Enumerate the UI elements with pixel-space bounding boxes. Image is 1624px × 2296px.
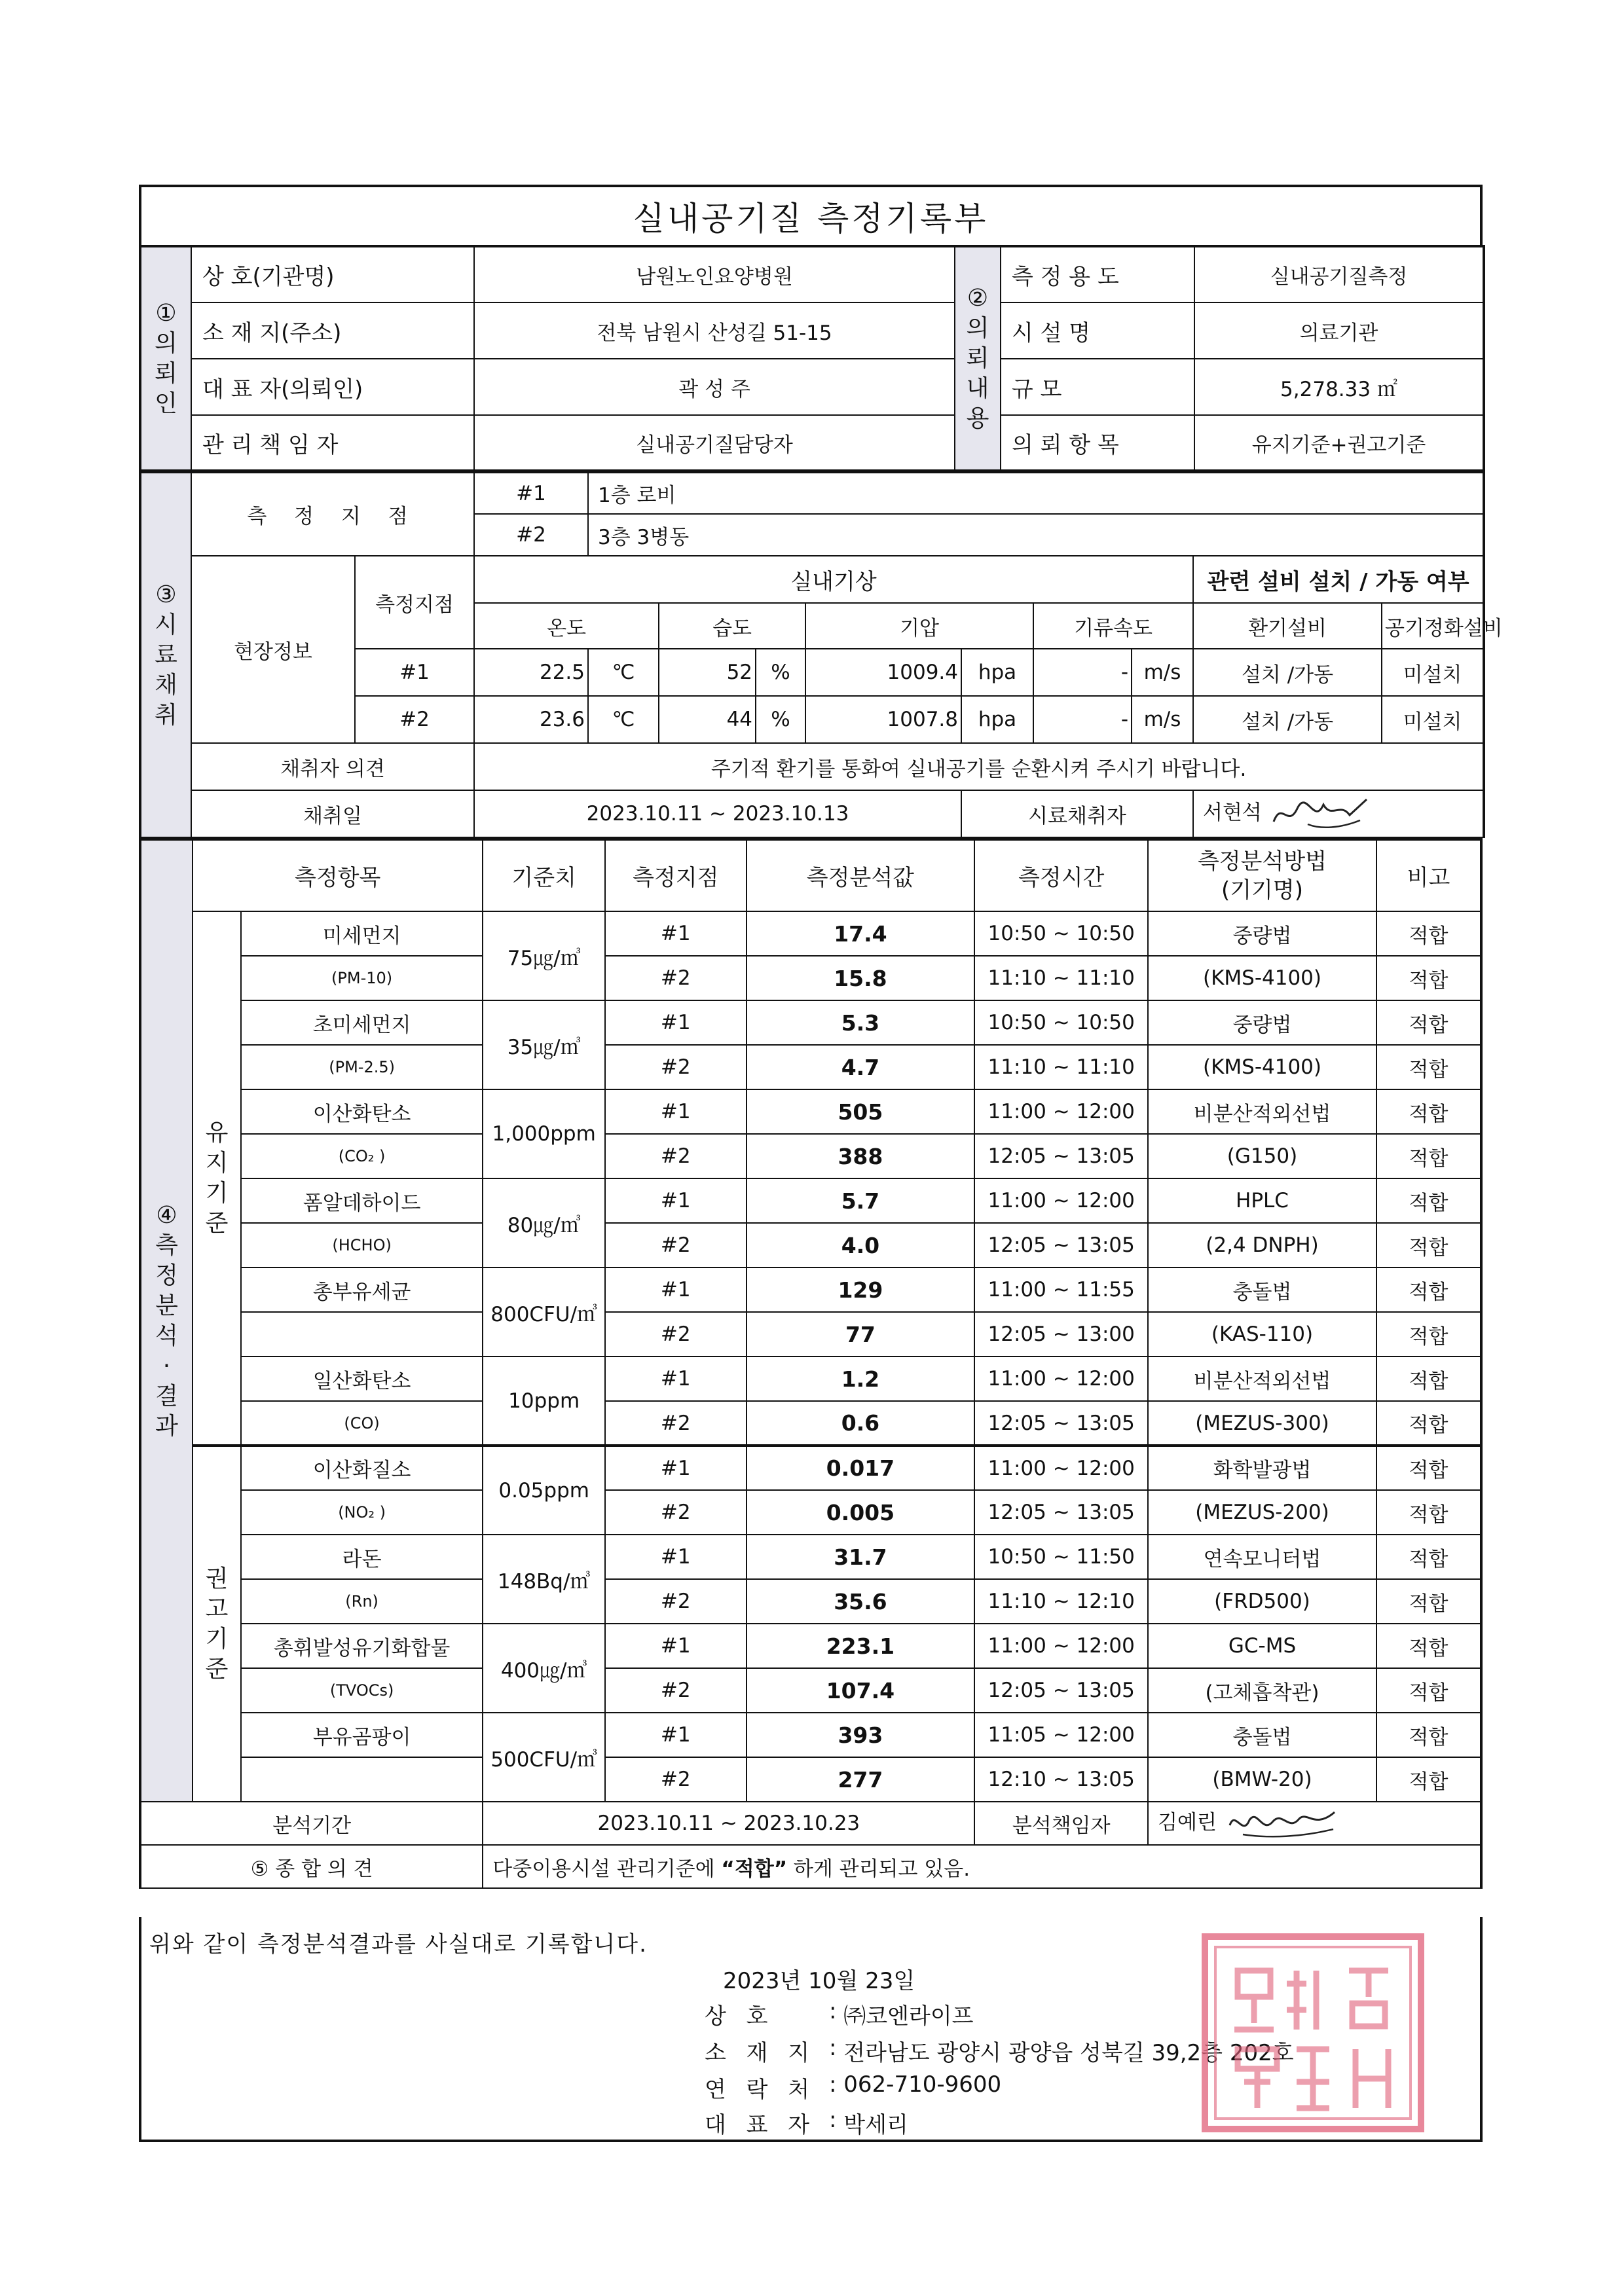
item-note: 적합 — [1376, 1357, 1481, 1401]
point-1-name: 1층 로비 — [588, 472, 1484, 514]
point-2-name: 3층 3병동 — [588, 514, 1484, 556]
company-row — [705, 1998, 974, 2030]
item-time: 11:00 ~ 12:00 — [974, 1178, 1148, 1223]
site-row-1-airflow: - — [1033, 649, 1132, 696]
analyst-cell — [1148, 1802, 1481, 1845]
item-device: (고체흡착관) — [1148, 1668, 1376, 1713]
company-seal — [1198, 1931, 1428, 2134]
item-device: (MEZUS-300) — [1148, 1401, 1376, 1446]
item-standard: 800CFU/㎥ — [483, 1267, 605, 1357]
item-note: 적합 — [1376, 1134, 1481, 1178]
sampler-label: 시료채취자 — [961, 790, 1193, 837]
item-point: #2 — [605, 1757, 746, 1802]
item-value: 277 — [747, 1757, 975, 1802]
item-method: HPLC — [1148, 1178, 1376, 1223]
request-items-value: 유지기준+권고기준 — [1194, 415, 1484, 470]
site-row-1-ventilation: 설치 /가동 — [1193, 649, 1382, 696]
item-value: 35.6 — [747, 1579, 975, 1624]
item-device: (G150) — [1148, 1134, 1376, 1178]
item-name: 부유곰팡이 — [241, 1713, 483, 1757]
item-point: #1 — [605, 1535, 746, 1579]
item-time: 12:05 ~ 13:05 — [974, 1134, 1148, 1178]
item-device: (MEZUS-200) — [1148, 1490, 1376, 1535]
item-method: 화학발광법 — [1148, 1446, 1376, 1490]
analysis-row — [140, 1579, 1481, 1624]
analysis-row — [140, 1535, 1481, 1579]
item-note: 적합 — [1376, 1757, 1481, 1802]
item-note: 적합 — [1376, 956, 1481, 1000]
site-row-2-temp: 23.6 — [474, 696, 588, 743]
analyst-name: 김예린 — [1158, 1810, 1217, 1834]
company-colon: : — [829, 1998, 837, 2024]
record-sheet — [139, 185, 1503, 1889]
item-abbreviation — [241, 1757, 483, 1802]
item-abbreviation: (PM-2.5) — [241, 1045, 483, 1089]
overall-opinion — [483, 1845, 1481, 1888]
item-method: 중량법 — [1148, 911, 1376, 956]
item-standard: 35㎍/㎥ — [483, 1000, 605, 1089]
method-header — [1148, 839, 1376, 911]
analysis-period: 2023.10.11 ~ 2023.10.23 — [483, 1802, 974, 1845]
item-time: 11:00 ~ 12:00 — [974, 1357, 1148, 1401]
item-value: 0.017 — [747, 1446, 975, 1490]
item-value: 5.3 — [747, 1000, 975, 1045]
address-colon: : — [829, 2035, 837, 2061]
item-value: 4.7 — [747, 1045, 975, 1089]
item-standard: 75㎍/㎥ — [483, 911, 605, 1000]
issue-date: 2023년 10월 23일 — [723, 1968, 915, 1994]
item-time: 12:05 ~ 13:05 — [974, 1668, 1148, 1713]
item-note: 적합 — [1376, 1713, 1481, 1757]
item-device: (KAS-110) — [1148, 1312, 1376, 1357]
weather-label: 실내기상 — [474, 556, 1193, 603]
item-time: 12:05 ~ 13:05 — [974, 1490, 1148, 1535]
item-note: 적합 — [1376, 1490, 1481, 1535]
analysis-row — [140, 1089, 1481, 1134]
item-header: 측정항목 — [193, 839, 483, 911]
purpose-label: 측 정 용 도 — [1001, 246, 1194, 302]
method-header-sub: (기기명) — [1221, 877, 1304, 903]
purpose-value: 실내공기질측정 — [1194, 246, 1484, 302]
item-device: (BMW-20) — [1148, 1757, 1376, 1802]
item-value: 4.0 — [747, 1223, 975, 1267]
item-time: 11:10 ~ 12:10 — [974, 1579, 1148, 1624]
declaration-text: 위와 같이 측정분석결과를 사실대로 기록합니다. — [149, 1931, 648, 1958]
site-row-1-id: #1 — [355, 649, 474, 696]
sampler-signature — [1268, 795, 1373, 832]
site-row-2-airflow: - — [1033, 696, 1132, 743]
analysis-period-label: 분석기간 — [140, 1802, 483, 1845]
ceo-label: 대 표 자 — [705, 2112, 817, 2138]
item-device: (KMS-4100) — [1148, 1045, 1376, 1089]
item-standard: 400㎍/㎥ — [483, 1624, 605, 1713]
item-time: 12:10 ~ 13:05 — [974, 1757, 1148, 1802]
value-header: 측정분석값 — [747, 839, 975, 911]
item-name: 총휘발성유기화합물 — [241, 1624, 483, 1668]
analyst-label: 분석책임자 — [974, 1802, 1148, 1845]
item-name: 총부유세균 — [241, 1267, 483, 1312]
item-point: #2 — [605, 1223, 746, 1267]
item-point: #2 — [605, 1045, 746, 1089]
overall-text-after: 하게 관리되고 있음. — [787, 1857, 970, 1881]
site-row-2-ventilation: 설치 /가동 — [1193, 696, 1382, 743]
contact-row — [705, 2071, 1001, 2104]
analysis-row — [140, 1757, 1481, 1802]
site-row-1-pressure: 1009.4 — [805, 649, 961, 696]
site-row-1-temp-unit: ℃ — [588, 649, 659, 696]
item-name: 초미세먼지 — [241, 1000, 483, 1045]
overall-text-before: 다중이용시설 관리기준에 — [492, 1857, 722, 1881]
analysis-row — [140, 1401, 1481, 1446]
ceo-row — [705, 2107, 908, 2139]
item-standard: 80㎍/㎥ — [483, 1178, 605, 1267]
point-2-id: #2 — [474, 514, 588, 556]
points-label: 측 정 지 점 — [191, 472, 474, 556]
contact-colon: : — [829, 2071, 837, 2098]
request-items-label: 의 뢰 항 목 — [1001, 415, 1194, 470]
item-method: 충돌법 — [1148, 1713, 1376, 1757]
item-abbreviation: (NO₂ ) — [241, 1490, 483, 1535]
ceo-colon: : — [829, 2107, 837, 2133]
item-abbreviation: (PM-10) — [241, 956, 483, 1000]
item-note: 적합 — [1376, 1401, 1481, 1446]
analysis-row — [140, 956, 1481, 1000]
point-column-label: 측정지점 — [355, 556, 474, 649]
item-point: #1 — [605, 1267, 746, 1312]
item-name: 미세먼지 — [241, 911, 483, 956]
item-point: #1 — [605, 911, 746, 956]
temp-header: 온도 — [474, 603, 659, 649]
item-point: #1 — [605, 1178, 746, 1223]
client-section-label: ①의뢰인 — [140, 246, 191, 470]
site-row-2-pressure: 1007.8 — [805, 696, 961, 743]
client-request-table — [139, 245, 1485, 471]
company-address-value: 전라남도 광양시 광양읍 성북길 39,2층 202호 — [843, 2040, 1294, 2066]
item-value: 5.7 — [747, 1178, 975, 1223]
item-standard: 500CFU/㎥ — [483, 1713, 605, 1802]
item-abbreviation: (CO) — [241, 1401, 483, 1446]
scale-label: 규 모 — [1001, 359, 1194, 415]
site-row-2-airflow-unit: m/s — [1132, 696, 1193, 743]
client-name-value: 남원노인요양병원 — [474, 246, 955, 302]
item-time: 12:05 ~ 13:00 — [974, 1312, 1148, 1357]
item-value: 0.6 — [747, 1401, 975, 1446]
item-point: #2 — [605, 1579, 746, 1624]
item-abbreviation — [241, 1312, 483, 1357]
item-value: 129 — [747, 1267, 975, 1312]
ventilation-header: 환기설비 — [1193, 603, 1382, 649]
sampling-section-label: ③시료채취 — [140, 472, 191, 837]
item-method: 충돌법 — [1148, 1267, 1376, 1312]
item-value: 17.4 — [747, 911, 975, 956]
item-value: 223.1 — [747, 1624, 975, 1668]
analysis-row — [140, 911, 1481, 956]
item-value: 0.005 — [747, 1490, 975, 1535]
item-point: #1 — [605, 1713, 746, 1757]
item-device: (KMS-4100) — [1148, 956, 1376, 1000]
item-point: #2 — [605, 1401, 746, 1446]
airflow-header: 기류속도 — [1033, 603, 1193, 649]
item-time: 12:05 ~ 13:05 — [974, 1401, 1148, 1446]
item-method: 비분산적외선법 — [1148, 1089, 1376, 1134]
analysis-table — [139, 838, 1483, 1889]
sampling-date-label: 채취일 — [191, 790, 474, 837]
contact-label: 연 락 처 — [705, 2077, 817, 2103]
analysis-row — [140, 1624, 1481, 1668]
item-note: 적합 — [1376, 1579, 1481, 1624]
item-time: 11:10 ~ 11:10 — [974, 956, 1148, 1000]
method-header-main: 측정분석방법 — [1197, 848, 1327, 875]
standard-header: 기준치 — [483, 839, 605, 911]
analysis-row — [140, 1045, 1481, 1089]
site-row-2-purifier: 미설치 — [1382, 696, 1484, 743]
item-value: 388 — [747, 1134, 975, 1178]
item-point: #1 — [605, 1000, 746, 1045]
analysis-row — [140, 1668, 1481, 1713]
analysis-row — [140, 1490, 1481, 1535]
item-point: #1 — [605, 1624, 746, 1668]
item-time: 11:00 ~ 12:00 — [974, 1624, 1148, 1668]
item-method: 연속모니터법 — [1148, 1535, 1376, 1579]
site-row-1-purifier: 미설치 — [1382, 649, 1484, 696]
representative-label: 대 표 자(의뢰인) — [191, 359, 474, 415]
analysis-row — [140, 1223, 1481, 1267]
item-point: #2 — [605, 1490, 746, 1535]
item-method: GC-MS — [1148, 1624, 1376, 1668]
item-abbreviation: (CO₂ ) — [241, 1134, 483, 1178]
item-standard: 148Bq/㎥ — [483, 1535, 605, 1624]
item-standard: 0.05ppm — [483, 1446, 605, 1535]
site-row-2-humidity: 44 — [659, 696, 756, 743]
sampler-name: 서현석 — [1203, 801, 1262, 825]
item-note: 적합 — [1376, 1446, 1481, 1490]
item-point: #1 — [605, 1089, 746, 1134]
site-row-2-humidity-unit: % — [756, 696, 805, 743]
item-note: 적합 — [1376, 1267, 1481, 1312]
company-address-label: 소 재 지 — [705, 2040, 817, 2066]
sampling-date: 2023.10.11 ~ 2023.10.13 — [474, 790, 961, 837]
manager-value: 실내공기질담당자 — [474, 415, 955, 470]
item-standard: 10ppm — [483, 1357, 605, 1446]
item-value: 107.4 — [747, 1668, 975, 1713]
item-name: 라돈 — [241, 1535, 483, 1579]
client-name-label: 상 호(기관명) — [191, 246, 474, 302]
item-note: 적합 — [1376, 1312, 1481, 1357]
item-name: 일산화탄소 — [241, 1357, 483, 1401]
facility-label: 시 설 명 — [1001, 302, 1194, 359]
overall-label: ⑤ 종 합 의 견 — [140, 1845, 483, 1888]
item-name: 폼알데하이드 — [241, 1178, 483, 1223]
ceo-value: 박세리 — [843, 2112, 908, 2138]
item-time: 10:50 ~ 11:50 — [974, 1535, 1148, 1579]
analysis-row — [140, 1134, 1481, 1178]
analysis-row — [140, 1446, 1481, 1490]
humidity-header: 습도 — [659, 603, 805, 649]
manager-label: 관 리 책 임 자 — [191, 415, 474, 470]
item-time: 11:05 ~ 12:00 — [974, 1713, 1148, 1757]
item-note: 적합 — [1376, 1624, 1481, 1668]
item-point: #2 — [605, 1668, 746, 1713]
analysis-row — [140, 1713, 1481, 1757]
group-label: 유지기준 — [193, 911, 241, 1446]
item-device: (FRD500) — [1148, 1579, 1376, 1624]
analyst-signature — [1223, 1806, 1341, 1841]
item-abbreviation: (Rn) — [241, 1579, 483, 1624]
group-label: 권고기준 — [193, 1446, 241, 1802]
item-time: 11:00 ~ 12:00 — [974, 1446, 1148, 1490]
analysis-section-label: ④측정분석·결과 — [140, 839, 193, 1802]
item-value: 505 — [747, 1089, 975, 1134]
analysis-row — [140, 1267, 1481, 1312]
item-note: 적합 — [1376, 1535, 1481, 1579]
address-value: 전북 남원시 산성길 51-15 — [474, 302, 955, 359]
address-label: 소 재 지(주소) — [191, 302, 474, 359]
site-row-1-pressure-unit: hpa — [961, 649, 1033, 696]
note-header: 비고 — [1376, 839, 1481, 911]
site-row-1-humidity: 52 — [659, 649, 756, 696]
item-method: 비분산적외선법 — [1148, 1357, 1376, 1401]
item-value: 15.8 — [747, 956, 975, 1000]
item-abbreviation: (HCHO) — [241, 1223, 483, 1267]
item-time: 11:00 ~ 11:55 — [974, 1267, 1148, 1312]
facility-value: 의료기관 — [1194, 302, 1484, 359]
item-note: 적합 — [1376, 1668, 1481, 1713]
item-value: 1.2 — [747, 1357, 975, 1401]
site-row-1-airflow-unit: m/s — [1132, 649, 1193, 696]
item-time: 10:50 ~ 10:50 — [974, 911, 1148, 956]
point-header: 측정지점 — [605, 839, 746, 911]
item-time: 12:05 ~ 13:05 — [974, 1223, 1148, 1267]
item-note: 적합 — [1376, 1178, 1481, 1223]
item-value: 393 — [747, 1713, 975, 1757]
company-label: 상 호 — [705, 2003, 775, 2030]
request-section-label: ②의뢰내용 — [955, 246, 1001, 470]
analysis-row — [140, 1178, 1481, 1223]
analysis-row — [140, 1357, 1481, 1401]
item-time: 11:10 ~ 11:10 — [974, 1045, 1148, 1089]
sampler-cell — [1193, 790, 1484, 837]
time-header: 측정시간 — [974, 839, 1148, 911]
item-time: 11:00 ~ 12:00 — [974, 1089, 1148, 1134]
analysis-row — [140, 1000, 1481, 1045]
item-point: #2 — [605, 956, 746, 1000]
item-point: #2 — [605, 1134, 746, 1178]
item-value: 77 — [747, 1312, 975, 1357]
company-value: ㈜코엔라이프 — [843, 2003, 974, 2030]
site-info-label: 현장정보 — [191, 556, 355, 743]
item-name: 이산화질소 — [241, 1446, 483, 1490]
item-time: 10:50 ~ 10:50 — [974, 1000, 1148, 1045]
analysis-row — [140, 1312, 1481, 1357]
site-row-2-pressure-unit: hpa — [961, 696, 1033, 743]
item-abbreviation: (TVOCs) — [241, 1668, 483, 1713]
site-row-1-humidity-unit: % — [756, 649, 805, 696]
item-point: #1 — [605, 1357, 746, 1401]
item-note: 적합 — [1376, 1223, 1481, 1267]
equipment-label: 관련 설비 설치 / 가동 여부 — [1193, 556, 1484, 603]
document-title: 실내공기질 측정기록부 — [139, 185, 1483, 245]
site-row-1-temp: 22.5 — [474, 649, 588, 696]
item-name: 이산화탄소 — [241, 1089, 483, 1134]
item-note: 적합 — [1376, 1045, 1481, 1089]
representative-value: 곽 성 주 — [474, 359, 955, 415]
item-note: 적합 — [1376, 911, 1481, 956]
item-point: #1 — [605, 1446, 746, 1490]
sampling-table — [139, 471, 1503, 838]
item-method: 중량법 — [1148, 1000, 1376, 1045]
item-value: 31.7 — [747, 1535, 975, 1579]
site-row-2-id: #2 — [355, 696, 474, 743]
pressure-header: 기압 — [805, 603, 1033, 649]
item-note: 적합 — [1376, 1000, 1481, 1045]
overall-text-emphasis: “적합” — [721, 1857, 788, 1881]
sampler-opinion: 주기적 환기를 통화여 실내공기를 순환시켜 주시기 바랍니다. — [474, 743, 1484, 790]
scale-value: 5,278.33 ㎡ — [1194, 359, 1484, 415]
purifier-header: 공기정화설비 — [1382, 603, 1484, 649]
point-1-id: #1 — [474, 472, 588, 514]
item-device: (2,4 DNPH) — [1148, 1223, 1376, 1267]
site-row-2-temp-unit: ℃ — [588, 696, 659, 743]
contact-value: 062-710-9600 — [843, 2071, 1002, 2098]
opinion-label: 채취자 의견 — [191, 743, 474, 790]
item-standard: 1,000ppm — [483, 1089, 605, 1178]
item-point: #2 — [605, 1312, 746, 1357]
item-note: 적합 — [1376, 1089, 1481, 1134]
